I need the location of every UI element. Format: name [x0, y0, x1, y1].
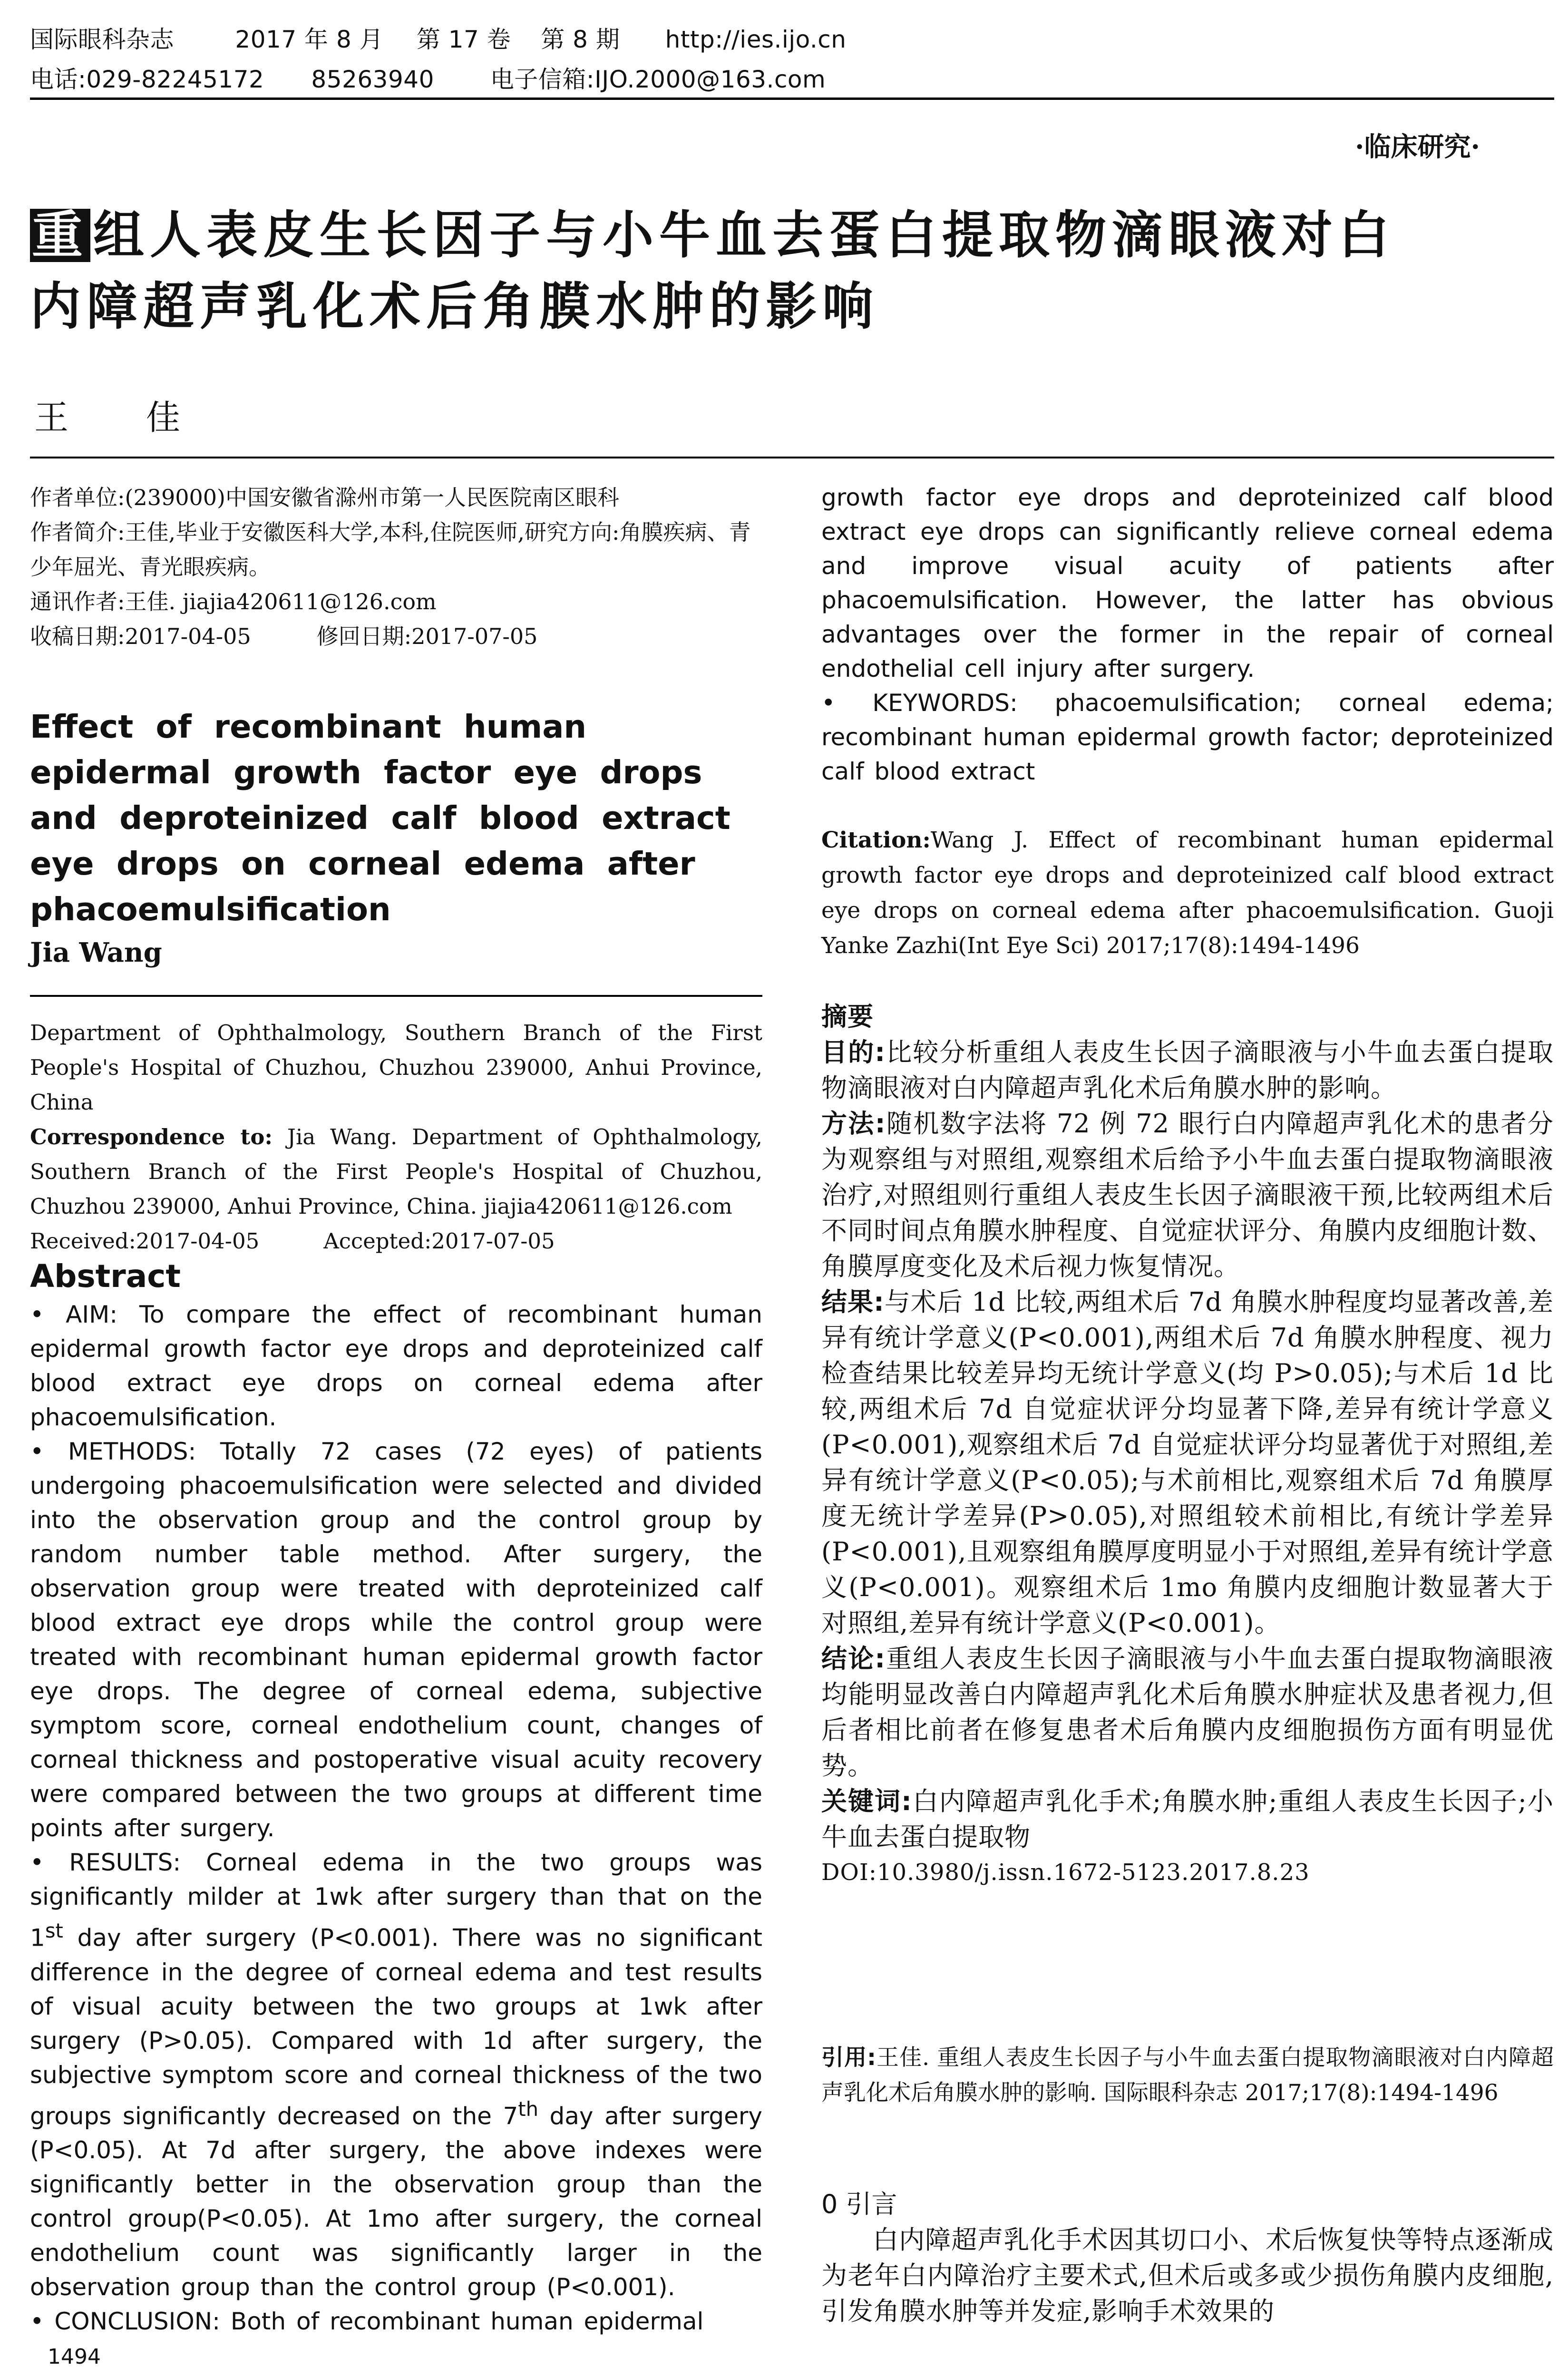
- conclusion-label-cn: 结论:: [821, 1644, 886, 1674]
- aim-text-cn: 比较分析重组人表皮生长因子滴眼液与小牛血去蛋白提取物滴眼液对白内障超声乳化术后角膜水肿的影响。: [821, 1037, 1554, 1103]
- conclusion-text-cn: 重组人表皮生长因子滴眼液与小牛血去蛋白提取物滴眼液均能明显改善白内障超声乳化术后角膜水肿症状及患者视力,但后者相比前者在修复患者术后角膜内皮细胞损伤方面有明显优势。: [821, 1644, 1554, 1781]
- affiliation-en: [30, 1015, 762, 1258]
- author-bio-cn: 作者简介:王佳,毕业于安徽医科大学,本科,住院医师,研究方向:角膜疾病、青少年屈光、青光眼疾病。: [30, 519, 751, 580]
- results-part-c: day after surgery (P<0.05). At 7d after surgery, the above indexes were significantly better in the observation group than the control group(P<0.05). At 1mo after surgery, the corneal endothelium count was significantly larger in the observation group than the control group (P<0.001).: [30, 2102, 762, 2301]
- page-number: 1494: [48, 2345, 101, 2369]
- methods-label-cn: 方法:: [821, 1109, 886, 1139]
- english-author: Jia Wang: [30, 937, 162, 968]
- abstract-cn-conclusion: [821, 1641, 1554, 1783]
- keywords-text-cn: 白内障超声乳化手术;角膜水肿;重组人表皮生长因子;小牛血去蛋白提取物: [821, 1786, 1554, 1852]
- abstract-keywords: • KEYWORDS: phacoemulsification; corneal edema; recombinant human epidermal growth factor; deproteinized calf blood extract: [821, 689, 1554, 785]
- abstract-body-right: [821, 480, 1554, 789]
- phone: 电话:029-82245172: [30, 66, 264, 93]
- title-text-1: 组人表皮生长因子与小牛血去蛋白提取物滴眼液对白: [93, 206, 1395, 265]
- intro-text: 白内障超声乳化手术因其切口小、术后恢复快等特点逐渐成为老年白内障治疗主要术式,但术后或多或少损伤角膜内皮细胞,引发角膜水肿等并发症,影响手术效果的: [821, 2225, 1554, 2326]
- journal-header-line2: [30, 68, 826, 91]
- citation-en: [821, 823, 1554, 964]
- abstract-cn-keywords: [821, 1783, 1554, 1855]
- abstract-aim: • AIM: To compare the effect of recombinant human epidermal growth factor eye drops and deproteinized calf blood extract eye drops on corneal edema after phacoemulsification.: [30, 1301, 762, 1431]
- title-mark: 重: [30, 209, 90, 262]
- results-part-b: day after surgery (P<0.001). There was no significant difference in the degree of corneal edema and test results of visual acuity between the two groups at 1wk after surgery (P>0.05). Compared with 1d after surgery, the subjective symptom score and corneal thickness of the two groups significantly decreased on the 7: [30, 1924, 762, 2130]
- correspondence-en: [30, 1120, 762, 1224]
- author-rule: [30, 457, 1554, 458]
- keywords-label-cn: 关键词:: [821, 1786, 912, 1816]
- results-sup-1: st: [45, 1919, 63, 1942]
- department-en: Department of Ophthalmology, Southern Branch of the First People's Hospital of Chuzhou, Chuzhou 239000, Anhui Province, China: [30, 1020, 762, 1115]
- issue: 第 8 期: [541, 26, 620, 53]
- issue-date: 2017 年 8 月: [235, 26, 384, 53]
- abstract-cn-results: [821, 1284, 1554, 1641]
- results-sup-2: th: [518, 2097, 538, 2121]
- correspondence-label: Correspondence to:: [30, 1124, 273, 1150]
- abstract-cn: [821, 999, 1554, 1890]
- author-rule-en: [30, 995, 762, 997]
- author-name-cn: 王 佳: [34, 398, 214, 438]
- citation-cn-label: 引用:: [821, 2045, 876, 2071]
- received-accepted: Received:2017-04-05 Accepted:2017-07-05: [30, 1228, 555, 1254]
- abstract-body-left: [30, 1297, 762, 2338]
- dates-cn: 收稿日期:2017-04-05 修回日期:2017-07-05: [30, 623, 538, 649]
- correspondence-text: Jia Wang. Department of Ophthalmology, Southern Branch of the First People's Hospital of Chuzhou, Chuzhou 239000, Anhui Province, China. jiajia420611@126.com: [30, 1124, 762, 1219]
- citation-cn: [821, 2040, 1554, 2111]
- citation-text: Wang J. Effect of recombinant human epidermal growth factor eye drops and deproteinized calf blood extract eye drops on corneal edema after phacoemulsification. Guoji Yanke Zazhi(Int Eye Sci) 2017;17(8):1494-1496: [821, 827, 1554, 959]
- journal-url[interactable]: http://ies.ijo.cn: [665, 26, 847, 53]
- fax: 85263940: [311, 66, 434, 93]
- citation-cn-text: 王佳. 重组人表皮生长因子与小牛血去蛋白提取物滴眼液对白内障超声乳化术后角膜水肿的影响. 国际眼科杂志 2017;17(8):1494-1496: [821, 2045, 1554, 2106]
- header-rule: [30, 97, 1554, 100]
- journal-name: 国际眼科杂志: [30, 26, 174, 53]
- title-line-1: [30, 200, 1552, 271]
- intro-heading: 0 引言: [821, 2189, 897, 2219]
- email[interactable]: 电子信箱:IJO.2000@163.com: [490, 66, 826, 93]
- section-tag: ·临床研究·: [1355, 131, 1480, 163]
- abstract-results: [30, 1845, 762, 2304]
- results-part-a: • RESULTS: Corneal edema in the two groups was significantly milder at 1wk after surgery than that on the 1: [30, 1849, 762, 1952]
- doi[interactable]: DOI:10.3980/j.issn.1672-5123.2017.8.23: [821, 1859, 1310, 1886]
- abstract-conclusion-cont: growth factor eye drops and deproteinized calf blood extract eye drops can significantly relieve corneal edema and improve visual acuity of patients after phacoemulsification. However, the latter has obvious advantages over the former in the repair of corneal endothelial cell injury after surgery.: [821, 484, 1554, 682]
- affiliation-cn: 作者单位:(239000)中国安徽省滁州市第一人民医院南区眼科: [30, 485, 619, 510]
- title-line-2: 内障超声乳化术后角膜水肿的影响: [30, 277, 879, 336]
- journal-header-line1: [30, 28, 846, 51]
- results-text-cn: 与术后 1d 比较,两组术后 7d 角膜水肿程度均显著改善,差异有统计学意义(P<0.001),两组术后 7d 角膜水肿程度、视力检查结果比较差异均无统计学意义(均 P>0.05);与术后 1d 比较,两组术后 7d 自觉症状评分均显著下降,差异有统计学意义(P<0.001),观察组术后 7d 自觉症状评分均显著优于对照组,差异有统计学意义(P<0.05);与术前相比,观察组术后 7d 角膜厚度无统计学差异(P>0.05),对照组较术前相比,有统计学差异(P<0.001),且观察组角膜厚度明显小于对照组,差异有统计学意义(P<0.001)。观察组术后 1mo 角膜内皮细胞计数显著大于对照组,差异有统计学意义(P<0.001)。: [821, 1287, 1554, 1638]
- corresponding-author-cn: 通讯作者:王佳. jiajia420611@126.com: [30, 589, 437, 614]
- citation-label: Citation:: [821, 827, 931, 853]
- results-label-cn: 结果:: [821, 1287, 885, 1317]
- abstract-cn-methods: [821, 1106, 1554, 1284]
- abstract-cn-heading: 摘要: [821, 1002, 874, 1032]
- author-info-cn: [30, 480, 762, 654]
- volume: 第 17 卷: [416, 26, 511, 53]
- abstract-cn-aim: [821, 1034, 1554, 1106]
- english-title: Effect of recombinant human epidermal growth factor eye drops and deproteinized calf blood extract eye drops on corneal edema after phacoemulsification: [30, 708, 730, 928]
- aim-label-cn: 目的:: [821, 1037, 886, 1067]
- abstract-conclusion-start: • CONCLUSION: Both of recombinant human epidermal: [30, 2308, 704, 2336]
- abstract-heading: Abstract: [30, 1258, 181, 1295]
- abstract-methods: • METHODS: Totally 72 cases (72 eyes) of patients undergoing phacoemulsification were selected and divided into the observation group and the control group by random number table method. After surgery, the observation group were treated with deproteinized calf blood extract eye drops while the control group were treated with recombinant human epidermal growth factor eye drops. The degree of corneal edema, subjective symptom score, corneal endothelium count, changes of corneal thickness and postoperative visual acuity recovery were compared between the two groups at different time points after surgery.: [30, 1438, 762, 1842]
- methods-text-cn: 随机数字法将 72 例 72 眼行白内障超声乳化术的患者分为观察组与对照组,观察组术后给予小牛血去蛋白提取物滴眼液治疗,对照组则行重组人表皮生长因子滴眼液干预,比较两组术后不同时间点角膜水肿程度、自觉症状评分、角膜内皮细胞计数、角膜厚度变化及术后视力恢复情况。: [821, 1109, 1554, 1281]
